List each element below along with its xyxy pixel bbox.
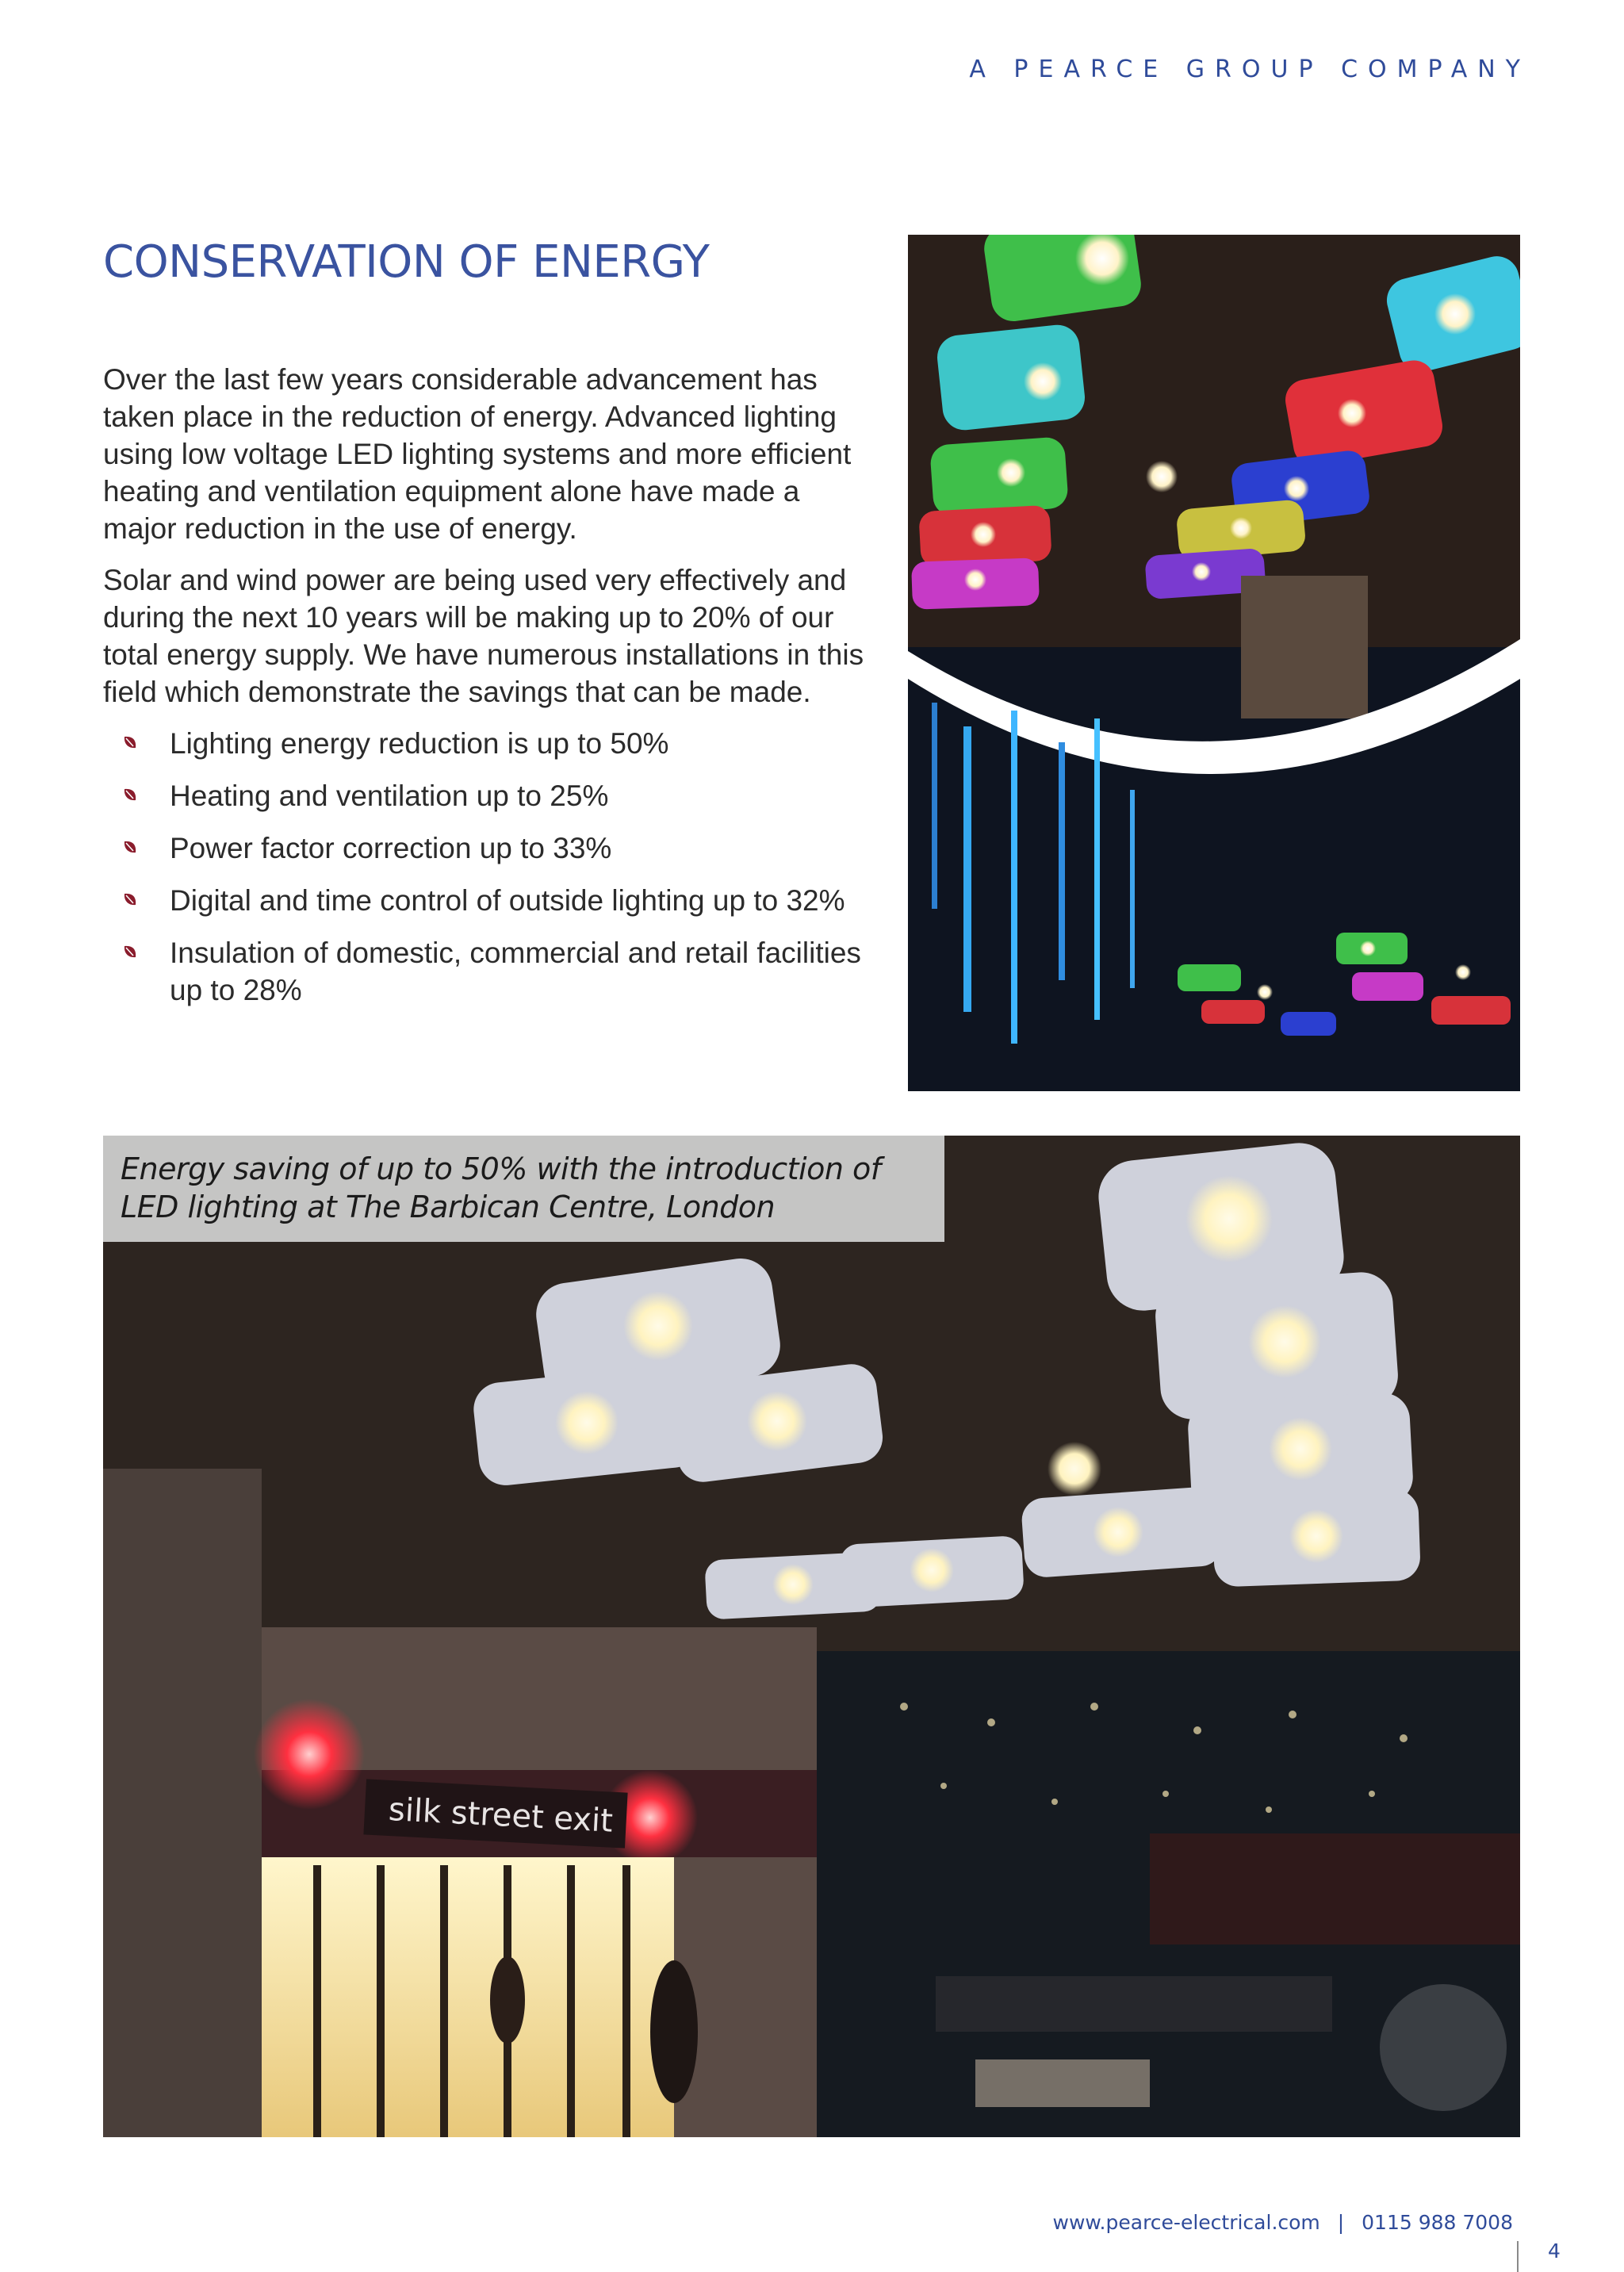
page-title: CONSERVATION OF ENERGY: [103, 236, 710, 288]
savings-list: [103, 725, 880, 1009]
bullet-text: Heating and ventilation up to 25%: [170, 780, 609, 812]
leaf-bullet-icon: [122, 734, 138, 750]
led-ceiling-photo: [908, 235, 1520, 1091]
photo-caption: Energy saving of up to 50% with the introduction of LED lighting at The Barbican Centre, London: [121, 1151, 881, 1224]
solar-paragraph: Solar and wind power are being used very effectively and during the next 10 years will be making up to 20% of our total energy supply. We have numerous installations in this field which demonstrate the savings that can be made.: [103, 564, 864, 708]
leaf-bullet-icon: [122, 839, 138, 855]
footer-separator: |: [1337, 2211, 1345, 2234]
page-number: 4: [1548, 2239, 1561, 2262]
leaf-bullet-icon: [122, 891, 138, 907]
leaf-bullet-icon: [122, 944, 138, 960]
led-ceiling-illustration: [908, 235, 1520, 1091]
bullet-text: Digital and time control of outside lighting up to 32%: [170, 884, 845, 917]
list-item: [103, 725, 880, 762]
header-company: A PEARCE GROUP COMPANY: [969, 56, 1530, 83]
bullet-text: Insulation of domestic, commercial and retail facilities up to 28%: [170, 937, 861, 1006]
barbican-entrance-photo: [103, 1136, 1520, 2137]
bullet-text: Power factor correction up to 33%: [170, 832, 612, 864]
intro-paragraph: Over the last few years considerable advancement has taken place in the reduction of energy. Advanced lighting using low voltage LED lighting systems and more efficient heating and ventilation equipment alone have made a major reduction in the use of energy.: [103, 363, 852, 545]
caption-box: [103, 1136, 944, 1242]
footer-contact: [1053, 2211, 1513, 2234]
phone-number: 0115 988 7008: [1362, 2211, 1513, 2234]
body-text: [103, 361, 880, 1024]
barbican-entrance-illustration: [103, 1136, 1520, 2137]
footer-divider: [1517, 2241, 1519, 2272]
list-item: [103, 882, 880, 919]
list-item: [103, 829, 880, 867]
bullet-text: Lighting energy reduction is up to 50%: [170, 727, 669, 760]
website-link[interactable]: www.pearce-electrical.com: [1052, 2211, 1320, 2234]
pearce-logo-watermark-icon: [1380, 1984, 1507, 2111]
exit-sign: silk street exit: [387, 1791, 614, 1840]
list-item: [103, 934, 880, 1009]
leaf-bullet-icon: [122, 787, 138, 803]
list-item: [103, 777, 880, 814]
